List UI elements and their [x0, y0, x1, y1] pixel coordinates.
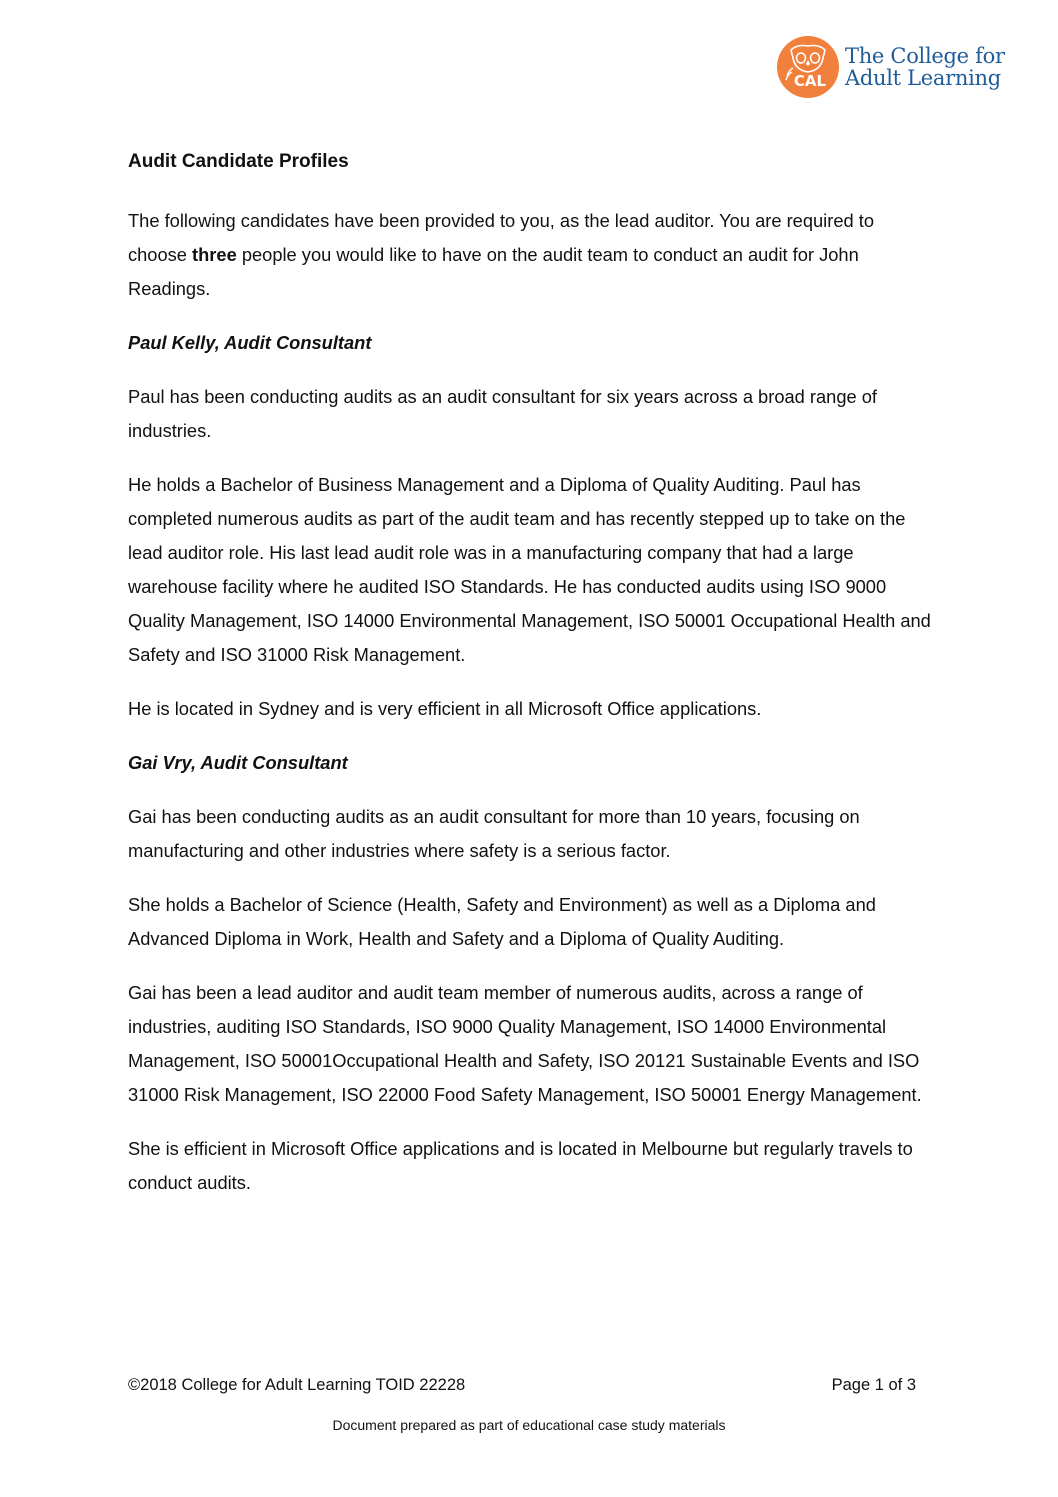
candidate-profile-gai-vry: [128, 746, 938, 1200]
candidate-paragraph: He is located in Sydney and is very efficient in all Microsoft Office applications.: [128, 698, 762, 719]
logo-line-2: Adult Learning: [845, 66, 1001, 90]
candidate-profile-paul-kelly: [128, 326, 938, 726]
candidate-paragraph: Gai has been a lead auditor and audit team member of numerous audits, across a range of industries, auditing ISO Standards, ISO 9000 Quality Management, ISO 14000 Environmental Management, ISO 50001Occupational Health and Safety, ISO 20121 Sustainable Events and ISO 31000 Risk Management, ISO 22000 Food Safety Management, ISO 50001 Energy Management.: [128, 982, 922, 1105]
document-body: [128, 147, 938, 1220]
owl-logo-icon: [777, 36, 839, 98]
candidate-paragraph: Paul has been conducting audits as an audit consultant for six years across a broad range of industries.: [128, 386, 877, 441]
intro-text-before: The following candidates have been provided to you, as the lead auditor. You are required to choose: [128, 210, 874, 265]
document-title: Audit Candidate Profiles: [128, 151, 349, 172]
footer-page-number: Page 1 of 3: [831, 1376, 916, 1394]
candidate-heading: Gai Vry, Audit Consultant: [128, 752, 348, 773]
logo-line-1: The College for: [845, 44, 1005, 68]
candidate-paragraph: He holds a Bachelor of Business Management and a Diploma of Quality Auditing. Paul has completed numerous audits as part of the audit team and has recently stepped up to take on the lead auditor role. His last lead audit role was in a manufacturing company that had a large warehouse facility where he audited ISO Standards. He has conducted audits using ISO 9000 Quality Management, ISO 14000 Environmental Management, ISO 50001 Occupational Health and Safety and ISO 31000 Risk Management.: [128, 474, 931, 665]
logo-wordmark: [845, 45, 1005, 89]
footer-note: Document prepared as part of educational case study materials: [332, 1417, 726, 1433]
candidate-paragraph: She holds a Bachelor of Science (Health, Safety and Environment) as well as a Diploma and Advanced Diploma in Work, Health and Safety and a Diploma of Quality Auditing.: [128, 894, 876, 949]
intro-bold-text: three: [192, 244, 237, 265]
logo-mark-text: CAL: [793, 72, 827, 90]
footer-copyright: ©2018 College for Adult Learning TOID 22228: [128, 1376, 466, 1394]
college-logo: [777, 36, 1005, 98]
candidate-paragraph: Gai has been conducting audits as an audit consultant for more than 10 years, focusing on manufacturing and other industries where safety is a serious factor.: [128, 806, 860, 861]
intro-paragraph: [128, 204, 938, 306]
candidate-paragraph: She is efficient in Microsoft Office applications and is located in Melbourne but regularly travels to conduct audits.: [128, 1138, 913, 1193]
candidate-heading: Paul Kelly, Audit Consultant: [128, 332, 372, 353]
intro-text-after: people you would like to have on the audit team to conduct an audit for John Readings.: [128, 244, 859, 299]
